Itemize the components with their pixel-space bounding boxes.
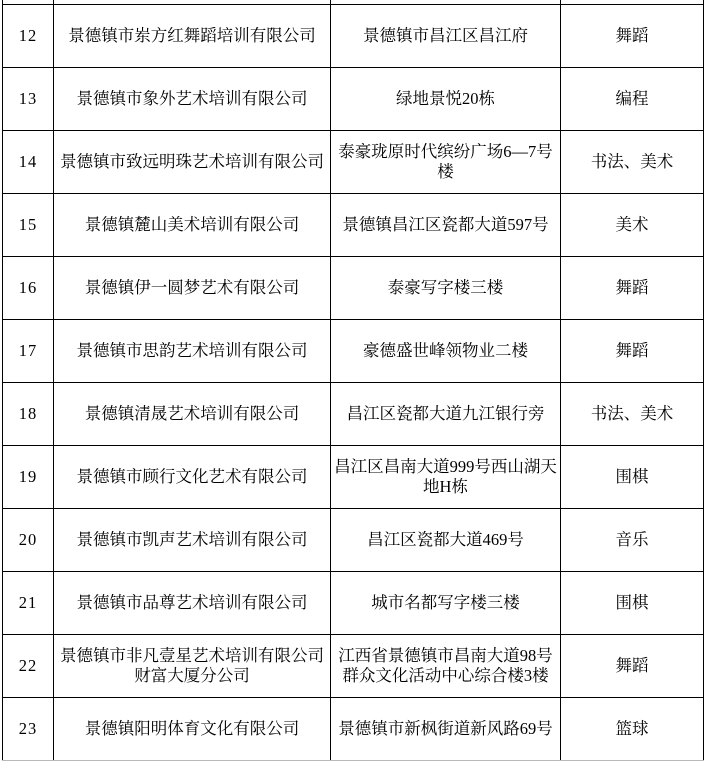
table-row: [3, 383, 704, 446]
cell-company-name: 景德镇清晟艺术培训有限公司: [54, 383, 331, 446]
table-row: [3, 320, 704, 383]
cell-address: 泰豪珑原时代缤纷广场6—7号楼: [331, 131, 561, 194]
cell-company-name: 景德镇市思韵艺术培训有限公司: [54, 320, 331, 383]
table-row: [3, 131, 704, 194]
cell-category: 围棋: [561, 572, 704, 635]
table-row: [3, 509, 704, 572]
cell-company-name: 景德镇市致远明珠艺术培训有限公司: [54, 131, 331, 194]
table-row: [3, 446, 704, 509]
cell-address: 昌江区瓷都大道469号: [331, 509, 561, 572]
cell-address: 景德镇市新枫街道新风路69号: [331, 698, 561, 761]
cell-row-number: 15: [3, 194, 54, 257]
cell-row-number: 17: [3, 320, 54, 383]
cell-address: 泰豪写字楼三楼: [331, 257, 561, 320]
cell-company-name: 景德镇阳明体育文化有限公司: [54, 698, 331, 761]
cell-address: 昌江区瓷都大道九江银行旁: [331, 383, 561, 446]
cell-row-number: 23: [3, 698, 54, 761]
cell-row-number: 19: [3, 446, 54, 509]
cell-address: 城市名都写字楼三楼: [331, 572, 561, 635]
cell-category: 书法、美术: [561, 383, 704, 446]
cell-company-name: 景德镇市岽方红舞蹈培训有限公司: [54, 5, 331, 68]
cell-row-number: 21: [3, 572, 54, 635]
training-companies-table: [2, 0, 704, 761]
table-row: [3, 194, 704, 257]
cell-row-number: 12: [3, 5, 54, 68]
table-row: [3, 572, 704, 635]
cell-address: 昌江区昌南大道999号西山湖天地H栋: [331, 446, 561, 509]
cell-row-number: 16: [3, 257, 54, 320]
cell-category: 舞蹈: [561, 320, 704, 383]
table-row: [3, 257, 704, 320]
cell-category: 编程: [561, 68, 704, 131]
cell-category: 音乐: [561, 509, 704, 572]
cell-address: 豪德盛世峰领物业二楼: [331, 320, 561, 383]
cell-address: 景德镇昌江区瓷都大道597号: [331, 194, 561, 257]
cell-address: 绿地景悦20栋: [331, 68, 561, 131]
cell-company-name: 景德镇市顾行文化艺术有限公司: [54, 446, 331, 509]
cell-row-number: 22: [3, 635, 54, 698]
cell-company-name: 景德镇市凯声艺术培训有限公司: [54, 509, 331, 572]
cell-category: 书法、美术: [561, 131, 704, 194]
cell-row-number: 20: [3, 509, 54, 572]
cell-category: 舞蹈: [561, 635, 704, 698]
cell-row-number: 14: [3, 131, 54, 194]
table-body: [3, 0, 704, 761]
table-row: [3, 635, 704, 698]
cell-category: 围棋: [561, 446, 704, 509]
cell-category: 篮球: [561, 698, 704, 761]
cell-company-name: 景德镇市象外艺术培训有限公司: [54, 68, 331, 131]
cell-company-name: 景德镇市非凡壹星艺术培训有限公司财富大厦分公司: [54, 635, 331, 698]
cell-category: 美术: [561, 194, 704, 257]
cell-company-name: 景德镇麓山美术培训有限公司: [54, 194, 331, 257]
table-row: [3, 68, 704, 131]
table-row: [3, 5, 704, 68]
cell-address: 景德镇市昌江区昌江府: [331, 5, 561, 68]
cell-row-number: 13: [3, 68, 54, 131]
cell-company-name: 景德镇市品尊艺术培训有限公司: [54, 572, 331, 635]
cell-company-name: 景德镇伊一圆梦艺术有限公司: [54, 257, 331, 320]
cell-category: 舞蹈: [561, 5, 704, 68]
table-row: [3, 698, 704, 761]
cell-address: 江西省景德镇市昌南大道98号群众文化活动中心综合楼3楼: [331, 635, 561, 698]
cell-row-number: 18: [3, 383, 54, 446]
cell-category: 舞蹈: [561, 257, 704, 320]
